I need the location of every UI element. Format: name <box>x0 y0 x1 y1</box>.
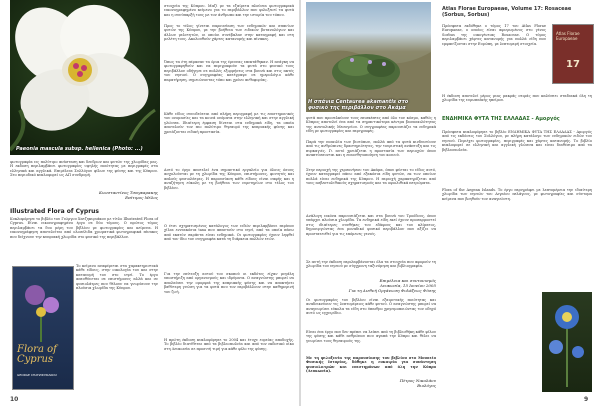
peony-photo-caption: Paeonia mascula subsp. hellenica (Photo: ...) <box>16 146 143 152</box>
right-signature <box>306 378 436 388</box>
right-body-5: Σε αυτή την έκδοση περιλαμβάνονται όλα τα στοιχεία που αφορούν τη χλωρίδα του νησιού με σύγχρονη ταξινόμηση και βιβλιογραφία. <box>306 260 436 269</box>
section-title: Illustrated Flora of Cyprus <box>10 208 99 215</box>
right-signature-line-2: Λευκωσία, 15 Ιουνίου 2005 <box>380 283 436 288</box>
intro-paragraph: φωτογραφία εις πολύτιμο ανάσταση και δενδρων και φυτών της χλωρίδας μας. Η εκδοση περιλαμβάνει φωτογραφίες υψηλής ποιότητας με περιγραφές στα ελληνικά και αγγλικά. Επιμέλεια Συλλόγου φίλων της φύσης και της Κύπρου. Στο περιοδικό κυκλοφορεί ως ΑΠ συνδρομή. <box>10 160 158 178</box>
right-signature-role: Βιολόγος <box>417 383 436 388</box>
plant-habitat-caption: Η σπάνια Centaurea akamantis στο φυσικό της περιβάλλον στο Ακάμα <box>308 99 409 111</box>
flora-book-subtitle: GEORGE CHATZIKYRIAKOU <box>17 373 57 377</box>
right-bottom-body-1: Οι φωτογραφίες του βιβλίου είναι εξαιρετικής ποιότητας και αναδεικνύουν τις λεπτομέρειες κάθε φυτού. Ο αναγνώστης μπορεί να αναγνωρίσει εύκολα τα είδη στο ύπαιθρο χρησιμοποιώντας τον οδηγό αυτό ως εγχειρίδιο. <box>306 298 436 316</box>
white-flower-icon <box>10 0 160 155</box>
intro-signature <box>10 190 158 200</box>
flora-book-cover <box>12 266 74 390</box>
page-spine <box>299 0 301 406</box>
right-signature-line-1: Επιμέλεια και συντονισμός <box>379 278 436 283</box>
section-body-1: Κυκλοφόρησε το βιβλίο του Γιώργου Χατζηκυριάκου με τίτλο Illustrated Flora of Cyprus. Είναι εικονογραφημένο έργο σε δύο τόμους. Ο πρώτος τόμος περιλαμβάνει τα δυο μέρη του βιβλίου με φωτογραφίες και κείμενα. Η εικονογράφηση αποτελείται από ολοσέλιδα χρωματικά φωτογραφικά πίνακες που δείχνουν την κυπριακή χλωρίδα στο φυσικό της περιβάλλον. <box>10 217 158 239</box>
center-body-2: Προς το τέλος γίνεται παρουσίαση των ενδημικών και σπανίων φυτών της Κύπρου, με την βοήθεια των ειδικών βοτανολόγων και άλλων μελετητών, οι οποίοι συνέβαλαν στην καταγραφή και στη μελέτη τους. Ακολουθούν χάρτες κατανομής και πίνακες. <box>164 24 294 42</box>
right-bottom-body-2: Είναι ένα έργο που δεν πρέπει να λείπει από τη βιβλιοθήκη κάθε φίλου της φύσης και κάθε ανθρώπου που αγαπά την Κύπρο και θέλει να γνωρίσει τους θησαυρούς της. <box>306 330 436 343</box>
atlas-book-volume: 17 <box>566 59 580 70</box>
center-body-7: Για την επίτευξη αυτού του σκοπού οι εκδότες είχαν μεγάλη υποστήριξη από οργανισμούς και ιδρύματα. Ο αναγνώστης μπορεί να απολαύσει την ομορφιά της κυπριακής φύσης και να αποκτήσει βαθύτερη γνώση για τα φυτά που τον περιβάλλουν στην καθημερινή του ζωή. <box>164 272 294 294</box>
right-center-signature <box>306 278 436 293</box>
sidebar-box-title: ΕΝΔΗΜΙΚΑ ΦΥΤΑ ΤΗΣ ΕΛΛΑΔΑΣ - Αμοργός <box>442 116 560 122</box>
sidebar-box-body: Πρόσφατα κυκλοφόρησε το βιβλίο ΕΝΔΗΜΙΚΑ ΦΥΤΑ ΤΗΣ ΕΛΛΑΔΑΣ - Αμοργός από τις εκδόσεις του Συλλόγου, με πλήρη κατάλογο των ενδημικών ειδών του νησιού. Περιέχει φωτογραφίες, περιγραφές και χάρτες κατανομής. Το βιβλίο κυκλοφορεί σε ελληνική και αγγλική γλώσσα και είναι διαθέσιμο από τα βιβλιοπωλεία. <box>442 130 592 152</box>
center-body-8: Η πρώτη έκδοση κυκλοφόρησε το 2004 και έτυχε ευρείας αποδοχής. Το βιβλίο διατίθεται από τα βιβλιοπωλεία και από τον εκδοτικό οίκο στη Λευκωσία σε προσιτή τιμή για κάθε φίλο της φύσης. <box>164 338 294 351</box>
plant-habitat-photo <box>306 2 431 112</box>
right-page-number: 9 <box>584 396 589 403</box>
left-page-number: 10 <box>10 396 19 403</box>
intro-signature-name: Κωνσταντίνος Τσαγκαρακης <box>98 190 158 195</box>
center-body-6: Ο έτσι σχηματισμένος κατάλογος των ειδών περιλαμβάνει περίπου χίλια εννιακόσια taxa που απαντούν στο νησί, από τα οποία πάνω από εκατόν σαράντα είναι ενδημικά. Οι φωτογραφίες έχουν ληφθεί από τον ίδιο τον συγγραφέα κατά τη διάρκεια πολλών ετών. <box>164 224 294 242</box>
right-bold-note: Με τη φιλοξενία της παρουσίασης του βιβλίου στο Μουσείο Φυσικής Ιστορίας, δόθηκε η ευκαιρία για συνάντηση φυσιολατρών και επιστημόνων από όλη την Κύπρο (Λευκωσία). <box>306 356 436 374</box>
center-body-3: Όπως τα έτη πέρασαν τα όρια της έρευνας επεκτάθηκαν. Η ανάγκη να φωτογραφηθούν και να περιγραφούν τα φυτά στο φυσικό τους περιβάλλον οδήγησε σε πολλές εξορμήσεις στα βουνά και στις ακτές του νησιού. Ο συγγραφέας κατέγραψε σε ημερολόγιο κάθε παρατήρηση, σημειώνοντας τόπο και χρόνο ανθοφορίας. <box>164 60 294 82</box>
right-body-4: Ανάλογη εικόνα παρουσιάζεται και στα βουνά του Τροόδους, όπου υπάρχει πλούσια χλωρίδα. Τα ενδημικά είδη εκεί έχουν προσαρμοστεί στις ιδιαίτερες συνθήκες του εδάφους και του κλίματος, δημιουργώντας ένα μοναδικό φυσικό περιβάλλον που αξίζει να προστατευθεί για τις επόμενες γενιές. <box>306 214 436 236</box>
center-body-5: Αυτό το έργο αποτελεί ένα σημαντικό εργαλείο για όλους όσους ασχολούνται με τη χλωρίδα της Κύπρου, επιστήμονες, φοιτητές και απλούς φυσιολάτρες. Η παρουσίαση κάθε είδους είναι σαφής και η αναζήτηση εύκολη με τη βοήθεια των ευρετηρίων στο τέλος του βιβλίου. <box>164 168 294 190</box>
sidebar-body: Πρόσφατα εκδόθηκε ο τόμος 17 του Atlas Florae Europaeae, ο οποίος είναι αφιερωμένος στο γένος Sorbus της οικογένειας Rosaceae. Ο τόμος περιλαμβάνει χάρτες κατανομής για πολλά είδη που εμφανίζονται στην Ευρώπη, με λεπτομερή στοιχεία. <box>442 24 546 46</box>
flora-book-title: Flora of Cyprus <box>17 344 57 365</box>
flower-cover-icon <box>13 267 73 389</box>
peony-photo <box>10 0 160 155</box>
center-body-4: Κάθε είδος συνοδεύεται από πλήρη περιγραφή με τις επιστημονικές του ονομασίες και τα κοινά ονόματα στην ελληνική και στην αγγλική γλώσσα. Ιδιαίτερη έμφαση δίνεται στα ενδημικά είδη, τα οποία αποτελούν τον πιο πολύτιμο θησαυρό της κυπριακής φύσης και χρειάζονται ειδική προστασία. <box>164 112 294 134</box>
right-body-1: φυτά που προσελκύουν τους επισκέπτες από όλο τον κόσμο, καθώς η Κύπρος αποτελεί ένα από τα σημαντικότερα κέντρα βιοποικιλότητας της ανατολικής Μεσογείου. Ο συγγραφέας παρουσιάζει τα ενδημικά είδη με φωτογραφίες και περιγραφές. <box>306 116 436 134</box>
right-body-3: Στην περιοχή της χερσονήσου του Ακάμα, όπου φύεται το είδος αυτό, έχουν καταγραφεί πάνω από εξακόσια είδη φυτών, εκ των οποίων πολλά είναι ενδημικά της Κύπρου. Η περιοχή χαρακτηρίζεται από τους ασβεστολιθικούς σχηματισμούς και τα οφιολιθικά πετρώματα. <box>306 168 436 186</box>
sidebar-lower-body: Flora of the Aegean Islands. Το έργο περιγράφει με λεπτομέρεια την ιδιαίτερη χλωρίδα των νησιών του Αιγαίου πελάγους, με φωτογραφίες και σύντομα κείμενα που βοηθούν τον αναγνώστη. <box>442 188 592 201</box>
blue-flower-photo <box>542 292 592 392</box>
right-signature-line-3: Για τη Διεθνή Οργάνωση Φυλάξεως Φύσης <box>348 288 436 293</box>
blue-flower-icon <box>542 292 592 392</box>
sidebar-body-2: Η έκδοση αποτελεί μέρος μιας μακράς σειράς που καλύπτει σταδιακά όλη τη χλωρίδα της ευρωπαϊκής ηπείρου. <box>442 94 592 103</box>
sidebar-title: Atlas Florae Europaeae, Volume 17: Rosaceae (Sorbus, Sorbus) <box>442 6 572 18</box>
shrub-icon <box>306 2 431 112</box>
atlas-book-label: Atlas Florae Europaeae <box>556 31 580 41</box>
right-body-2: Παρά την ποικιλία των βιοτόπων, πολλά από τα φυτά κινδυνεύουν από τις ανθρώπινες δραστηριότητες, την τουριστική ανάπτυξη και τις πυρκαγιές. Γι αυτό χρειάζεται η προστασία των περιοχών όπου αναπτύσσονται και η ευαισθητοποίηση του κοινού. <box>306 140 436 158</box>
right-signature-name: Πέτρος Νικολάου <box>399 378 436 383</box>
intro-signature-role: Επίτιμος Μέλος <box>125 195 158 200</box>
atlas-book-cover <box>552 24 594 84</box>
section-body-2: Το κείμενο αναφέρεται στα χαρακτηριστικά κάθε είδους, στην οικολογία του και στην κατανομή του στο νησί. Το έργο απευθύνεται σε επιστήμονες αλλά και σε φυσιολάτρες που θέλουν να γνωρίσουν την πλούσια χλωρίδα της Κύπρου. <box>76 264 158 291</box>
center-body-1: στοιχεία της Κύπρου. Μαζί με τα εξαίρετα πλούσια φωτογραφικά εικονογραφημένο κείμενο για το περιβάλλον που φιλοξενεί τα φυτά και η συνύπαρξή τους με τον άνθρωπο και την ιστορία του τόπου. <box>164 4 294 17</box>
